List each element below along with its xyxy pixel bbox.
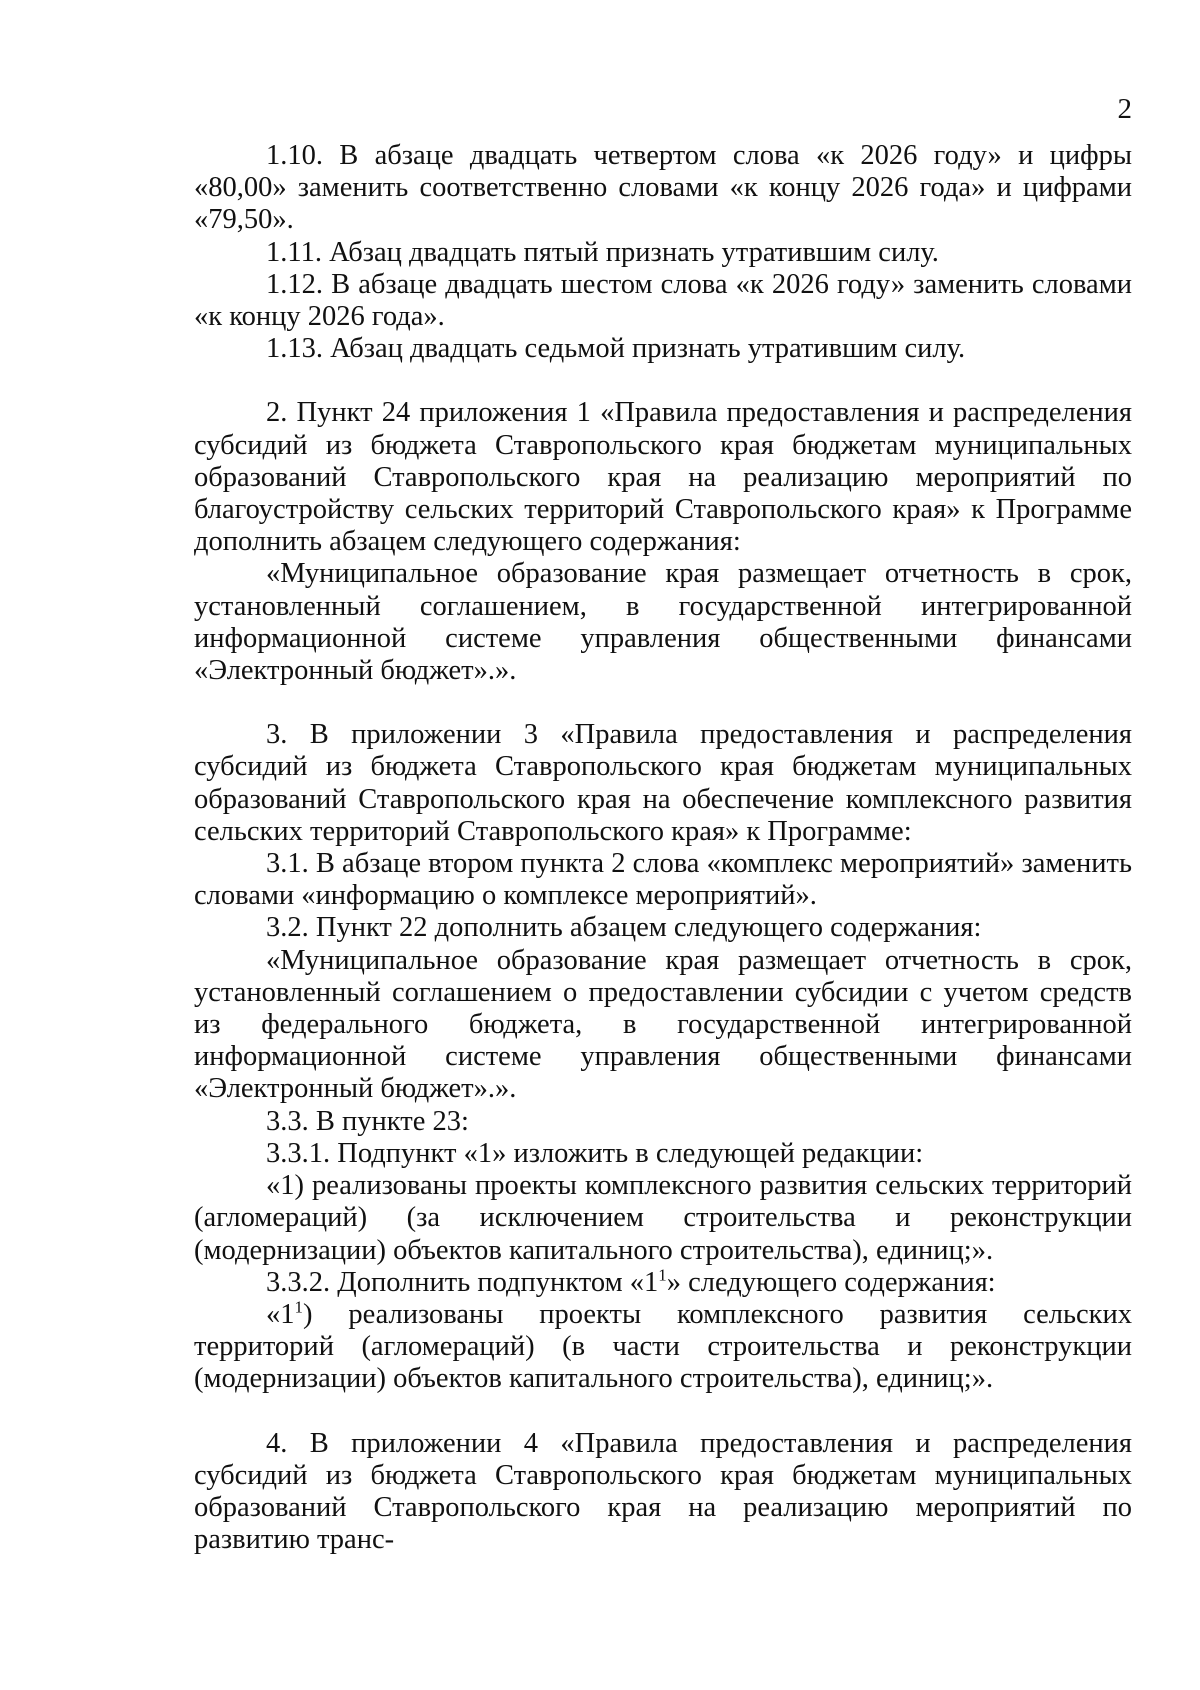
page-number: 2: [1117, 93, 1132, 125]
paragraph-3-3: 3.3. В пункте 23:: [266, 1105, 469, 1137]
paragraph-3-1: 3.1. В абзаце втором пункта 2 слова «комплекс мероприятий» заменить словами «информацию о комплексе мероприятий».: [194, 848, 1132, 912]
text-segment: 3.3.2. Дополнить подпунктом «1: [266, 1266, 659, 1298]
paragraph-3-3-2-quote: [194, 1299, 1132, 1396]
paragraph-1-10: 1.10. В абзаце двадцать четвертом слова «к 2026 году» и цифры «80,00» заменить соответственно словами «к концу 2026 года» и цифрами «79,50».: [194, 140, 1132, 236]
paragraph-3-2-quote: «Муниципальное образование края размещает отчетность в срок, установленный соглашением о предоставлении субсидии с учетом средств из федерального бюджета, в государственной интегрированной информационной системе управления общественными финансами «Электронный бюджет».».: [194, 944, 1132, 1105]
paragraph-3-2: 3.2. Пункт 22 дополнить абзацем следующего содержания:: [266, 912, 982, 944]
text-segment: «1: [266, 1298, 295, 1330]
paragraph-2-quote: «Муниципальное образование края размещает отчетность в срок, установленный соглашением, в государственной интегрированной информационной системе управления общественными финансами «Электронный бюджет».».: [194, 558, 1132, 687]
paragraph-4: 4. В приложении 4 «Правила предоставления и распределения субсидий из бюджета Ставропольского края бюджетам муниципальных образований Ставропольского края на реализацию мероприятий по развитию транс-: [194, 1427, 1132, 1556]
paragraph-3: 3. В приложении 3 «Правила предоставления и распределения субсидий из бюджета Ставропольского края бюджетам муниципальных образований Ставропольского края на обеспечение комплексного развития сельских территорий Ставропольского края» к Программе:: [194, 719, 1132, 847]
document-body: [194, 140, 1132, 1556]
superscript: 1: [294, 1297, 303, 1317]
paragraph-1-11: 1.11. Абзац двадцать пятый признать утратившим силу.: [266, 236, 939, 268]
paragraph-3-3-1: 3.3.1. Подпункт «1» изложить в следующей редакции:: [266, 1137, 924, 1169]
paragraph-1-13: 1.13. Абзац двадцать седьмой признать утратившим силу.: [266, 333, 966, 365]
text-segment: ) реализованы проекты комплексного развития сельских территорий (агломераций) (в части строительства и реконструкции (модернизации) объектов капитального строительства), единиц;».: [194, 1298, 1132, 1395]
paragraph-1-12: 1.12. В абзаце двадцать шестом слова «к 2026 году» заменить словами «к концу 2026 года».: [194, 268, 1132, 333]
text-segment: » следующего содержания:: [666, 1266, 996, 1298]
paragraph-2: 2. Пункт 24 приложения 1 «Правила предоставления и распределения субсидий из бюджета Ставропольского края бюджетам муниципальных образований Ставропольского края на реализацию мероприятий по благоустройству сельских территорий Ставропольского края» к Программе дополнить абзацем следующего содержания:: [194, 397, 1132, 558]
paragraph-3-3-1-quote: «1) реализованы проекты комплексного развития сельских территорий (агломераций) (за исключением строительства и реконструкции (модернизации) объектов капитального строительства), единиц;».: [194, 1170, 1132, 1266]
superscript: 1: [658, 1265, 667, 1285]
paragraph-3-3-2: [194, 1267, 1132, 1299]
